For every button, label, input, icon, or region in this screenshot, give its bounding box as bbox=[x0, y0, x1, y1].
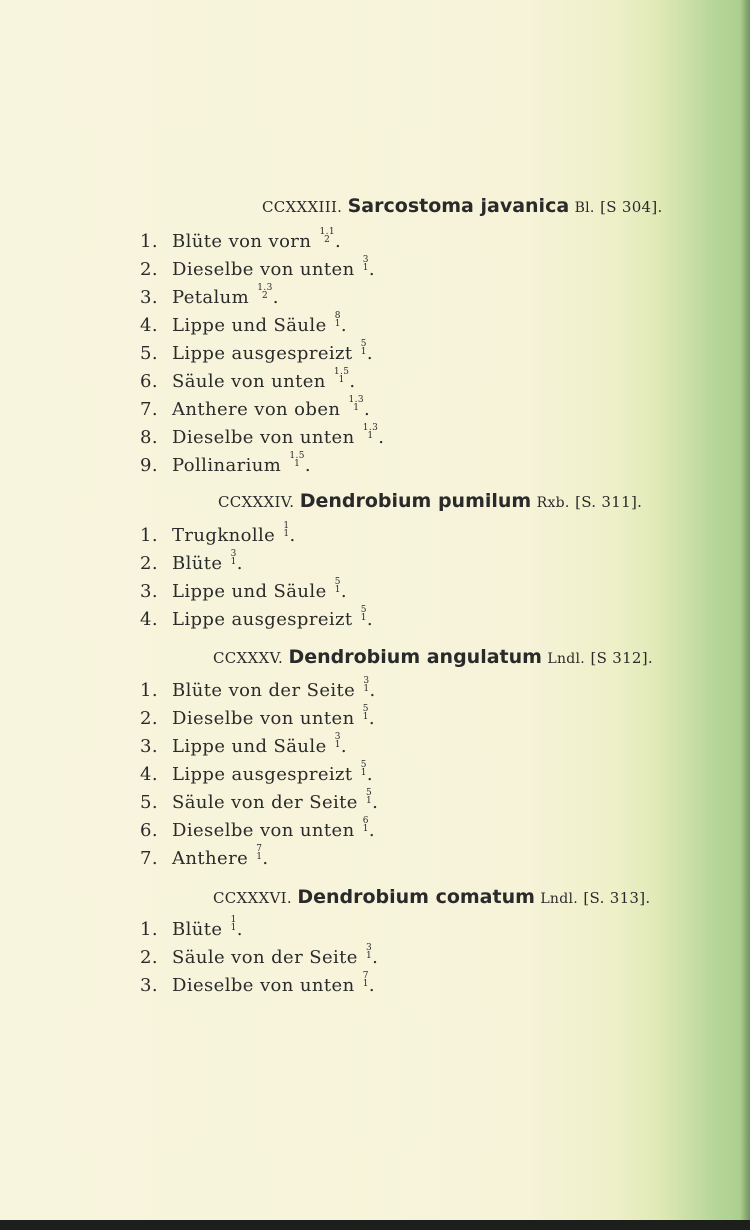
item-text: Blüte von vorn bbox=[172, 231, 312, 252]
species-name: Sarcostoma javanica bbox=[347, 195, 570, 217]
magnification: 5 1 bbox=[360, 760, 367, 778]
list-item: 3. Petalum 1.3 2 . bbox=[140, 283, 279, 308]
magnification: 1.5 1 bbox=[289, 451, 305, 469]
section-number: CCXXXVI. bbox=[213, 889, 292, 907]
list-item: 7. Anthere von oben 1.3 1 . bbox=[140, 395, 371, 420]
item-text: Petalum bbox=[172, 287, 250, 308]
magnification: 5 1 bbox=[365, 788, 373, 806]
list-item: 3. Lippe und Säule 3 1 . bbox=[140, 732, 348, 757]
item-number: 4. bbox=[140, 764, 158, 785]
item-text: Blüte bbox=[172, 553, 223, 574]
magnification: 8 1 bbox=[334, 311, 341, 329]
page-reference: [S. 313]. bbox=[583, 889, 651, 907]
list-item: 4. Lippe ausgespreizt 5 1 . bbox=[140, 760, 373, 785]
list-item: 2. Dieselbe von unten 3 1 . bbox=[140, 255, 375, 280]
item-number: 3. bbox=[140, 287, 158, 308]
item-text: Dieselbe von unten bbox=[172, 708, 355, 729]
list-item: 7. Anthere 7 1 . bbox=[140, 844, 269, 869]
magnification: 3 1 bbox=[363, 676, 370, 694]
item-number: 3. bbox=[140, 975, 158, 996]
section-number: CCXXXIV. bbox=[218, 493, 295, 511]
item-number: 4. bbox=[140, 609, 158, 630]
species-author: Lndl. bbox=[540, 891, 579, 907]
page-reference: [S 312]. bbox=[590, 649, 653, 667]
list-item: 2. Dieselbe von unten 5 1 . bbox=[140, 704, 375, 729]
species-author: Bl. bbox=[574, 200, 595, 216]
magnification: 5 1 bbox=[362, 704, 369, 722]
list-item: 1. Blüte 1 1 . bbox=[140, 915, 243, 940]
item-text: Dieselbe von unten bbox=[172, 975, 355, 996]
item-number: 2. bbox=[140, 708, 158, 729]
species-author: Rxb. bbox=[536, 495, 570, 511]
list-item: 2. Blüte 3 1 . bbox=[140, 549, 243, 574]
section-heading bbox=[213, 646, 653, 668]
list-item: 1. Trugknolle 1 1 . bbox=[140, 521, 296, 546]
item-number: 5. bbox=[140, 343, 158, 364]
list-item: 5. Säule von der Seite 5 1 . bbox=[140, 788, 379, 813]
item-text: Lippe ausgespreizt bbox=[172, 609, 353, 630]
item-number: 3. bbox=[140, 581, 158, 602]
list-item: 1. Blüte von der Seite 3 1 . bbox=[140, 676, 376, 701]
item-text: Anthere von oben bbox=[172, 399, 341, 420]
item-number: 4. bbox=[140, 315, 158, 336]
magnification: 5 1 bbox=[334, 577, 341, 595]
magnification: 3 1 bbox=[334, 732, 341, 750]
item-text: Lippe ausgespreizt bbox=[172, 343, 353, 364]
magnification: 1.1 2 bbox=[319, 227, 335, 245]
list-item: 4. Lippe und Säule 8 1 . bbox=[140, 311, 348, 336]
list-item: 3. Dieselbe von unten 7 1 . bbox=[140, 971, 375, 996]
item-text: Blüte von der Seite bbox=[172, 680, 356, 701]
item-text: Lippe ausgespreizt bbox=[172, 764, 353, 785]
section-heading bbox=[213, 886, 651, 908]
item-text: Trugknolle bbox=[172, 525, 276, 546]
list-item: 6. Säule von unten 1.5 1 . bbox=[140, 367, 356, 392]
item-number: 7. bbox=[140, 848, 158, 869]
item-text: Dieselbe von unten bbox=[172, 259, 355, 280]
species-name: Dendrobium angulatum bbox=[288, 646, 542, 668]
list-item: 9. Pollinarium 1.5 1 . bbox=[140, 451, 312, 476]
magnification: 1.3 1 bbox=[348, 395, 365, 413]
magnification: 1 1 bbox=[283, 521, 290, 539]
list-item: 3. Lippe und Säule 5 1 . bbox=[140, 577, 348, 602]
magnification: 7 1 bbox=[256, 844, 263, 862]
magnification: 6 1 bbox=[362, 816, 369, 834]
magnification: 3 1 bbox=[365, 943, 373, 961]
item-text: Anthere bbox=[172, 848, 249, 869]
item-text: Dieselbe von unten bbox=[172, 427, 355, 448]
magnification: 5 1 bbox=[360, 339, 367, 357]
list-item: 8. Dieselbe von unten 1.3 1 . bbox=[140, 423, 385, 448]
magnification: 3 1 bbox=[362, 255, 369, 273]
item-number: 3. bbox=[140, 736, 158, 757]
item-number: 2. bbox=[140, 553, 158, 574]
item-text: Lippe und Säule bbox=[172, 581, 327, 602]
item-text: Dieselbe von unten bbox=[172, 820, 355, 841]
magnification: 1.3 2 bbox=[257, 283, 273, 301]
item-number: 9. bbox=[140, 455, 158, 476]
magnification: 7 1 bbox=[362, 971, 369, 989]
list-item: 1. Blüte von vorn 1.1 2 . bbox=[140, 227, 342, 252]
item-text: Lippe und Säule bbox=[172, 315, 327, 336]
page-reference: [S. 311]. bbox=[575, 493, 643, 511]
item-text: Säule von der Seite bbox=[172, 792, 358, 813]
item-number: 5. bbox=[140, 792, 158, 813]
magnification: 5 1 bbox=[360, 605, 367, 623]
item-text: Lippe und Säule bbox=[172, 736, 327, 757]
list-item: 2. Säule von der Seite 3 1 . bbox=[140, 943, 379, 968]
section-heading bbox=[262, 195, 663, 217]
page-reference: [S 304]. bbox=[600, 198, 663, 216]
magnification: 1 1 bbox=[230, 915, 237, 933]
item-text: Säule von unten bbox=[172, 371, 326, 392]
section-heading bbox=[218, 490, 642, 512]
item-number: 1. bbox=[140, 525, 158, 546]
item-number: 1. bbox=[140, 919, 158, 940]
list-item: 4. Lippe ausgespreizt 5 1 . bbox=[140, 605, 373, 630]
item-number: 8. bbox=[140, 427, 158, 448]
magnification: 3 1 bbox=[230, 549, 237, 567]
section-number: CCXXXV. bbox=[213, 649, 284, 667]
list-item: 6. Dieselbe von unten 6 1 . bbox=[140, 816, 375, 841]
item-number: 6. bbox=[140, 820, 158, 841]
species-author: Lndl. bbox=[547, 651, 586, 667]
item-number: 7. bbox=[140, 399, 158, 420]
item-number: 2. bbox=[140, 259, 158, 280]
species-name: Dendrobium comatum bbox=[297, 886, 535, 908]
magnification: 1.3 1 bbox=[362, 423, 379, 441]
item-number: 2. bbox=[140, 947, 158, 968]
magnification: 1.5 1 bbox=[333, 367, 350, 385]
item-number: 1. bbox=[140, 231, 158, 252]
species-name: Dendrobium pumilum bbox=[299, 490, 532, 512]
section-number: CCXXXIII. bbox=[262, 198, 343, 216]
item-text: Säule von der Seite bbox=[172, 947, 358, 968]
item-number: 1. bbox=[140, 680, 158, 701]
item-number: 6. bbox=[140, 371, 158, 392]
list-item: 5. Lippe ausgespreizt 5 1 . bbox=[140, 339, 373, 364]
item-text: Pollinarium bbox=[172, 455, 282, 476]
item-text: Blüte bbox=[172, 919, 223, 940]
